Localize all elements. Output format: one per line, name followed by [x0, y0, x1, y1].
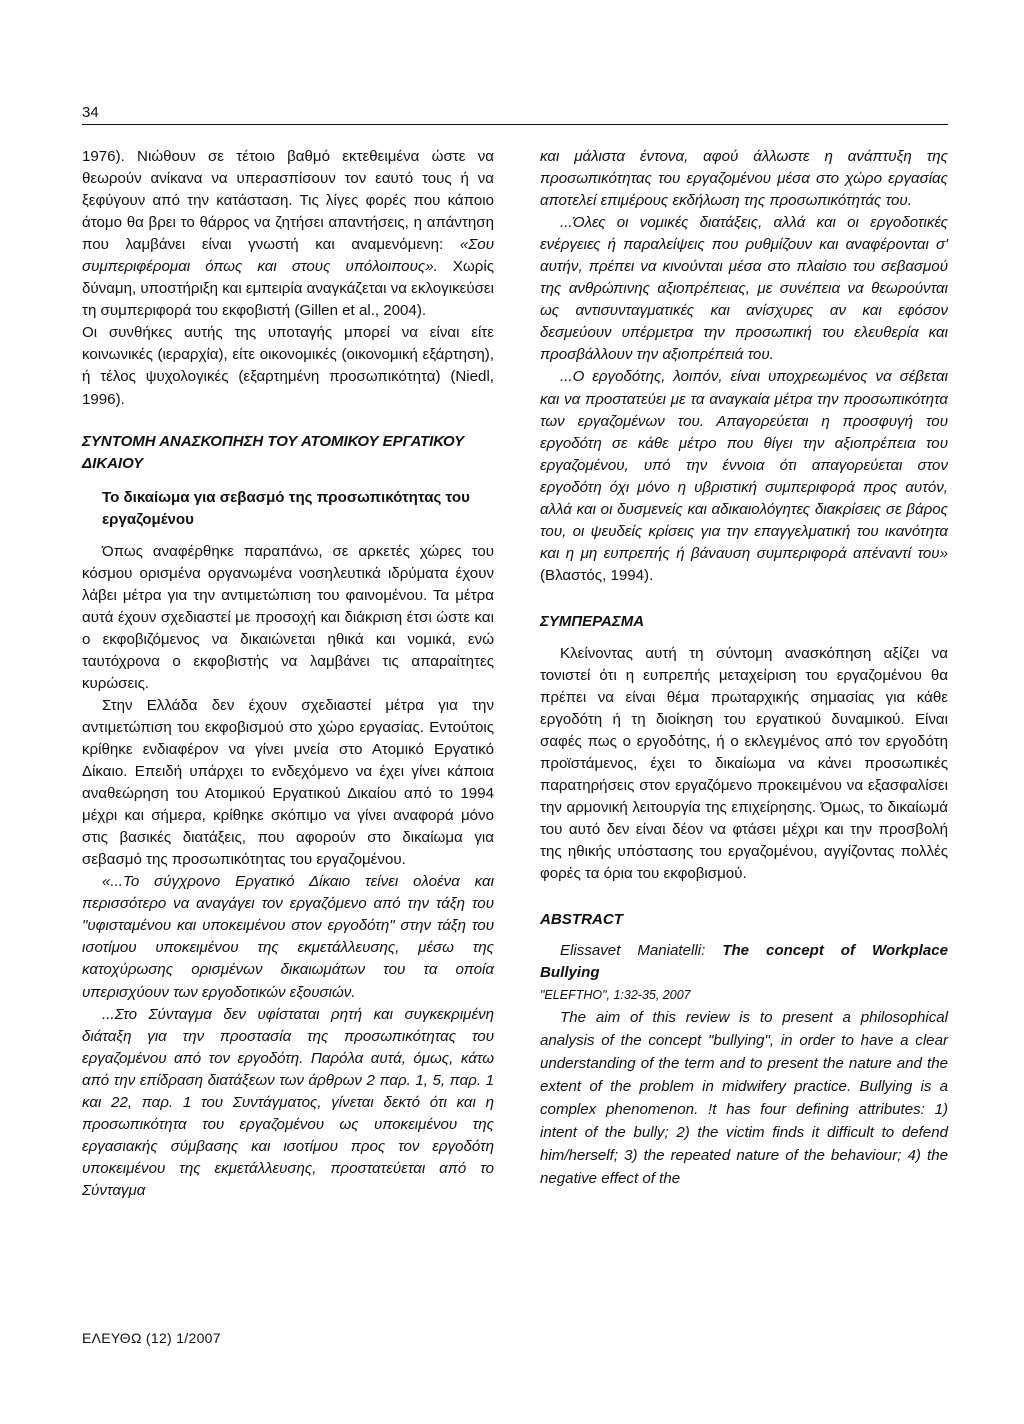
footer: ΕΛΕΥΘΩ (12) 1/2007 — [82, 1330, 221, 1346]
page-number: 34 — [82, 104, 99, 121]
constitution-quote: ...Στο Σύνταγμα δεν υφίσταται ρητή και συγκεκριμένη διάταξη για την προστασία της προσωπικότητας του εργαζομένου από τον εργοδότη. Παρόλα αυτά, όμως, κάτω από την επίδραση διατάξεων των άρθρων 2 παρ. 1, 5, παρ. 1 και 22, παρ. 1 του Συντάγματος, γίνεται δεκτό ότι και η προσωπικότητα του εργαζομένου ως υποκειμένου της εργασιακής σύμβασης και ισοτίμου προς τον εργοδότη υποκειμένου της εκμετάλλευσης, προστατεύεται από το Σύνταγμα — [82, 1005, 494, 1199]
labour-law-quote: «...Το σύγχρονο Εργατικό Δίκαιο τείνει ολοένα και περισσότερο να αναγάγει τον εργαζόμενο από την τάξη του "υφισταμένου και υποκειμένου στον εργοδότη" στην τάξη του ισοτίμου υποκειμένου της εκμετάλλευσης, μέσω της κατοχύρωσης ορισμένων δικαιωμάτων του τα οποία υπερισχύουν των εργοδοτικών εξουσιών. — [82, 873, 494, 1001]
conclusion-paragraph: Κλείνοντας αυτή τη σύντομη ανασκόπηση αξίζει να τονιστεί ότι η ευπρεπής μεταχείριση του εργαζομένου θα πρέπει να είναι θέμα πρωταρχικής σημασίας για κάθε εργοδότη ή τη διοίκηση του εργατικού δυναμικού. Είναι σαφές πως ο εργοδότης, ή ο εκλεγμένος από τον εργοδότη προϊστάμενος, έχει το δικαίωμα να κάνει προσωπικές παρατηρήσεις στον εργαζόμενο προκειμένου να εξασφαλίσει την αρμονική λειτουργία της επιχείρησης. Όμως, το δικαίωμά του αυτό δεν είναι δέον να φτάσει μέχρι και την προσβολή της ηθικής υπόστασης του εργαζομένου, αγγίζοντας πολλές φορές τα όρια του εκφοβισμού. — [540, 644, 948, 883]
abstract-source: "ELEFTHO", 1:32-35, 2007 — [540, 987, 691, 1002]
constitution-quote-continued: και μάλιστα έντονα, αφού άλλωστε η ανάπτυξη της προσωπικότητας του εργαζομένου μέσα στο χώρο εργασίας αποτελεί επιμέρους εκδήλωση της προσωπικότητάς του. — [540, 148, 948, 210]
intro-text: 1976). Νιώθουν σε τέτοιο βαθμό εκτεθειμένα ώστε να θεωρούν ανίκανα να υπερασπίσουν τον εαυτό τους ή να ξεφύγουν από την κατάσταση. Τις λίγες φορές που κάποιο άτομο θα βρει το θάρρος να ζητήσει απαντήσεις, η απάντηση που λαμβάνει είναι γνωστή και αναμενόμενη: — [82, 148, 494, 254]
intro-text-end: Χωρίς δύναμη, υποστήριξη και εμπειρία αναγκάζεται να εκλογικεύσει τη συμπεριφορά του εκφοβιστή (Gillen et al., 2004). — [82, 258, 494, 320]
abstract-author: Elissavet Maniatelli: — [560, 941, 706, 959]
greece-paragraph: Στην Ελλάδα δεν έχουν σχεδιαστεί μέτρα για την αντιμετώπιση του εκφοβισμού στο χώρο εργασίας. Εντούτοις κρίθηκε ενδιαφέρον να γίνει μνεία στο Ατομικό Εργατικό Δίκαιο. Επειδή υπάρχει το ενδεχόμενο να έχει γίνει κάποια αναθεώρηση του Ατομικού Εργατικού Δικαίου από το 1994 μέχρι και σήμερα, κρίθηκε σκόπιμο να γίνει αναφορά μόνο στις βασικές διατάξεις, που αφορούν στο δικαίωμα για σεβασμό της προσωπικότητας του εργαζομένου. — [82, 696, 494, 869]
abstract-title: The concept of Workplace Bullying — [540, 941, 949, 981]
section-heading: ΣΥΝΤΟΜΗ ΑΝΑΣΚΟΠΗΣΗ ΤΟΥ ΑΤΟΜΙΚΟΥ ΕΡΓΑΤΙΚΟΥ ΔΙΚΑΙΟΥ — [82, 432, 465, 472]
conditions-paragraph: Οι συνθήκες αυτής της υποταγής μπορεί να είναι είτε κοινωνικές (ιεραρχία), είτε οικονομικές (οικονομική εξάρτηση), ή τέλος ψυχολογικές (εξαρτημένη προσωπικότητα) (Niedl, 1996). — [82, 324, 494, 408]
sub-heading: Το δικαίωμα για σεβασμό της προσωπικότητας του εργαζομένου — [102, 488, 470, 528]
employer-obligation-quote: ...Ο εργοδότης, λοιπόν, είναι υποχρεωμένος να σέβεται και να προστατεύει με τα αναγκαία μέτρα την προσωπικότητα των εργαζομένων του. Απαγορεύεται η προσφυγή του εργοδότη σε κάθε μέτρο που θίγει την αξιοπρέπεια του εργαζομένου, υπό την έννοια ότι απαγορεύεται στον εργοδότη όχι μόνο η υβριστική συμπεριφορά προς αυτόν, αλλά και οι δυσμενείς και αδικαιολόγητες διακρίσεις σε βάρος του, οι ψευδείς κρίσεις για την επαγγελματική του ικανότητα και η μη ευπρεπής ή βάναυση συμπεριφορά απέναντί του» — [540, 368, 948, 562]
intro-paragraph — [82, 146, 494, 322]
abstract-byline — [540, 940, 948, 984]
conclusion-heading: ΣΥΜΠΕΡΑΣΜΑ — [540, 612, 645, 630]
right-column — [540, 146, 948, 1190]
dignity-quote: ...Όλες οι νομικές διατάξεις, αλλά και οι εργοδοτικές ενέργειες ή παραλείψεις που ρυθμίζουν και αναφέρονται σ' αυτήν, πρέπει να κινούνται μέσα στο πλαίσιο του σεβασμού της ανθρώπινης αξιοπρέπειας, με συνέπεια να θεωρούνται ως αντισυνταγματικές και ανίσχυρες αν και εφόσον δεσμεύουν υπέρμετρα την προσωπική του ελευθερία και προσβάλλουν την αξιοπρέπειά του. — [540, 214, 948, 364]
measures-paragraph: Όπως αναφέρθηκε παραπάνω, σε αρκετές χώρες του κόσμου ορισμένα οργανωμένα νοσηλευτικά ιδρύματα έχουν λάβει μέτρα για την αντιμετώπιση του φαινομένου. Τα μέτρα αυτά έχουν σχεδιαστεί με προσοχή και διάκριση έτσι ώστε και ο εκφοβιζόμενος να δικαιώνεται ηθικά και νομικά, ενώ ταυτόχρονα ο εκφοβιστής να λαμβάνει τις απαραίτητες κυρώσεις. — [82, 542, 494, 692]
intro-quote: «Σου συμπεριφέρομαι όπως και στους υπόλοιπους». — [82, 236, 494, 276]
left-column — [82, 146, 494, 1202]
employer-obligation-paragraph — [540, 366, 948, 586]
abstract-heading: ABSTRACT — [540, 911, 624, 929]
header-rule — [82, 124, 948, 125]
citation: (Βλαστός, 1994). — [540, 566, 654, 584]
abstract-text: The aim of this review is to present a philosophical analysis of the concept "bullying", in order to have a clear understanding of the term and to present the nature and the extent of the problem in midwifery practice. Bullying is a complex phenomenon. !t has four defining attributes: 1) intent of the bully; 2) the victim finds it difficult to defend him/herself; 3) the repeated nature of the behaviour; 4) the negative effect of the — [540, 1008, 948, 1187]
